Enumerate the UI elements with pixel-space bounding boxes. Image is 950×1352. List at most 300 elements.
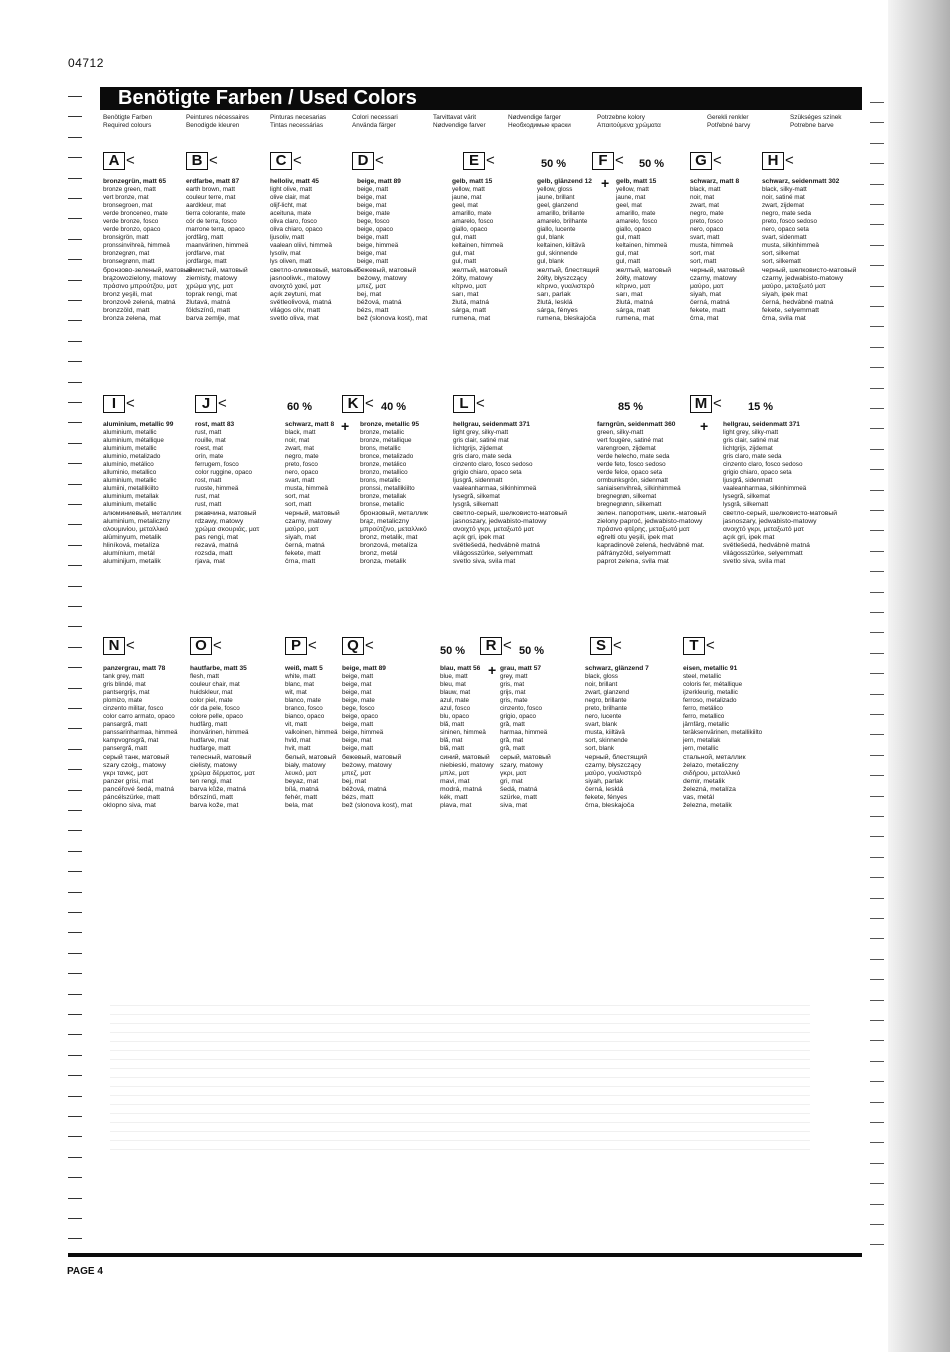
- color-name-line: beige, matt: [357, 186, 389, 194]
- margin-tick: [870, 265, 884, 266]
- color-name-line: beige, mate: [357, 210, 390, 218]
- color-name-line: béžová, matná: [342, 785, 387, 793]
- header-text: Potrzebne kolory: [597, 114, 645, 121]
- color-name-line: синий, матовый: [440, 753, 490, 761]
- margin-tick: [68, 422, 82, 423]
- color-name-line: sort, mat: [690, 250, 715, 258]
- color-name-line: bronzová, metalíza: [360, 541, 418, 549]
- color-name-line: teräksenvärinen, metallikiilto: [683, 729, 763, 737]
- color-name-line: noir, mat: [285, 437, 310, 445]
- color-list-n: [103, 665, 199, 810]
- color-name-line: svetlo oliva, mat: [270, 314, 319, 322]
- color-name-line: noir, brillant: [585, 681, 618, 689]
- color-name-line: ferroso, metalizado: [683, 697, 737, 705]
- margin-tick: [870, 979, 884, 980]
- margin-tick: [68, 157, 82, 158]
- color-name-line: gris clair, satiné mat: [723, 437, 779, 445]
- color-name-line: schwarz, matt 8: [285, 421, 335, 428]
- color-name-line: paprot zelena, svila mat: [597, 557, 669, 565]
- color-name-line: helloliv, matt 45: [270, 178, 319, 185]
- header-text: Pinturas necesarias: [270, 114, 327, 121]
- chevron-left-icon: <: [486, 152, 495, 169]
- margin-tick: [68, 116, 82, 117]
- percent-label: 50 %: [440, 645, 466, 657]
- color-name-line: svetlo siva, svila mat: [453, 557, 516, 565]
- color-name-line: pancéřové šedá, matná: [103, 785, 175, 793]
- color-name-line: μαύρο, μεταξωτό ματ: [762, 282, 826, 290]
- color-name-line: eisen, metallic 91: [683, 665, 738, 672]
- color-name-line: béžová, matná: [357, 298, 402, 306]
- plus-icon: +: [488, 662, 497, 678]
- color-name-line: светло-серый, шелковисто-матовый: [723, 509, 838, 517]
- color-name-line: beige, matt 89: [357, 178, 401, 185]
- letter-marker-i: [103, 395, 135, 413]
- margin-tick: [68, 443, 82, 444]
- color-name-line: sarı, mat: [452, 290, 479, 298]
- color-name-line: black, matt: [285, 429, 316, 437]
- margin-tick: [68, 1116, 82, 1117]
- color-name-line: bronsegroen, mat: [103, 202, 153, 210]
- margin-tick: [68, 851, 82, 852]
- color-name-line: cór de terra, fosco: [186, 218, 237, 226]
- letter-label: Q: [342, 637, 364, 655]
- margin-tick: [68, 688, 82, 689]
- color-name-line: gelb, matt 15: [616, 178, 657, 185]
- chevron-left-icon: <: [126, 152, 135, 169]
- color-name-line: bőrszínű, matt: [190, 793, 234, 801]
- color-name-line: couleur terre, mat: [186, 194, 236, 202]
- letter-label: B: [186, 152, 208, 170]
- color-name-line: zielony paproć, jedwabisto-matowy: [597, 517, 703, 525]
- chevron-left-icon: <: [308, 637, 317, 654]
- color-name-line: světlešedá, hedvábně matná: [723, 541, 810, 549]
- color-name-line: gelb, glänzend 12: [537, 178, 592, 185]
- chevron-left-icon: <: [293, 152, 302, 169]
- color-name-line: ανοιχτό γκρι, μεταξωτό ματ: [453, 525, 535, 533]
- color-list-r-blue: [440, 662, 497, 810]
- color-name-line: żółty, matowy: [452, 274, 493, 282]
- color-name-line: grigio, opaco: [500, 713, 537, 721]
- color-name-line: bronze, metallic: [360, 429, 405, 437]
- color-name-line: gris clair, satiné mat: [453, 437, 509, 445]
- margin-tick: [870, 612, 884, 613]
- color-name-line: ten rengi, mat: [190, 777, 232, 785]
- color-name-line: ржавчина, матовый: [195, 509, 257, 517]
- color-name-line: nero, opaco: [285, 469, 319, 477]
- color-list-p: [285, 665, 345, 810]
- color-name-line: harmaa, himmeä: [500, 729, 548, 737]
- margin-tick: [68, 239, 82, 240]
- margin-tick: [870, 857, 884, 858]
- color-name-line: oliva chiaro, opaco: [270, 226, 323, 234]
- color-name-line: beżowy, matowy: [357, 274, 407, 282]
- letter-label: R: [480, 637, 502, 655]
- margin-tick: [870, 755, 884, 756]
- color-name-line: sort, matt: [690, 258, 717, 266]
- color-name-line: světlešedá, hedvábně matná: [453, 541, 540, 549]
- color-name-line: bronz, metál: [360, 549, 398, 557]
- color-name-line: črna, matt: [285, 557, 316, 565]
- margin-tick: [870, 204, 884, 205]
- color-name-line: földszínű, matt: [186, 306, 231, 314]
- color-name-line: yellow, gloss: [537, 186, 573, 194]
- chevron-left-icon: <: [785, 152, 794, 169]
- color-name-line: alluminio, metallico: [103, 469, 157, 477]
- chevron-left-icon: <: [476, 395, 485, 412]
- color-name-line: ανοιχτό γκρι, μεταξωτό ματ: [723, 525, 805, 533]
- color-name-line: bregnegrøn, silkemat: [597, 493, 657, 501]
- color-name-line: blauw, mat: [440, 689, 471, 697]
- color-name-line: gris, mat: [500, 681, 525, 689]
- margin-tick: [870, 898, 884, 899]
- margin-tick: [68, 463, 82, 464]
- color-name-line: preto, fosco: [285, 461, 318, 469]
- color-name-line: svart, matt: [690, 234, 720, 242]
- color-name-line: roest, mat: [195, 445, 223, 453]
- color-name-line: světleolivová, matná: [270, 298, 332, 306]
- color-name-line: panzergrau, matt 78: [103, 665, 166, 672]
- color-name-line: rjava, mat: [195, 557, 225, 565]
- color-name-line: siyah, mat: [285, 533, 316, 541]
- margin-tick: [870, 836, 884, 837]
- margin-tick: [68, 361, 82, 362]
- color-name-line: hudfärg, matt: [190, 721, 228, 729]
- color-name-line: negro, mate: [285, 453, 319, 461]
- color-name-line: črna, bleskajoča: [585, 801, 635, 809]
- header-column: [790, 114, 882, 130]
- margin-tick: [68, 402, 82, 403]
- letter-label: T: [683, 637, 705, 655]
- color-name-line: giallo, opaco: [452, 226, 488, 234]
- margin-tick: [870, 1163, 884, 1164]
- chevron-left-icon: <: [713, 152, 722, 169]
- letter-marker-j: [195, 395, 227, 413]
- color-name-line: barva zemlje, mat: [186, 314, 240, 322]
- color-name-line: bronz yeşili, mat: [103, 290, 153, 298]
- chevron-left-icon: <: [126, 395, 135, 412]
- color-name-line: világosszürke, selyemmatt: [453, 549, 533, 557]
- color-list-i: [103, 421, 199, 566]
- margin-tick: [68, 1136, 82, 1137]
- color-name-line: schwarz, seidenmatt 302: [762, 178, 840, 185]
- margin-tick: [68, 892, 82, 893]
- margin-tick: [870, 245, 884, 246]
- margin-tick: [870, 796, 884, 797]
- margin-tick: [870, 163, 884, 164]
- color-name-line: beige, matt 89: [342, 665, 386, 672]
- color-name-line: желтый, матовый: [616, 266, 672, 274]
- color-name-line: beige, opaco: [357, 226, 394, 234]
- letter-marker-a: [103, 152, 135, 170]
- letter-marker-o: [190, 637, 222, 655]
- color-name-line: geel, mat: [616, 202, 642, 210]
- chevron-left-icon: <: [126, 637, 135, 654]
- color-name-line: brons, metallic: [360, 477, 401, 485]
- color-name-line: brons, metallic: [360, 445, 401, 453]
- margin-tick: [870, 1102, 884, 1103]
- letter-label: L: [453, 395, 475, 413]
- color-name-line: vas, metál: [683, 793, 714, 801]
- color-name-line: μπλε, ματ: [440, 769, 470, 777]
- margin-tick: [68, 341, 82, 342]
- color-name-line: jasnooliwk., matowy: [270, 274, 331, 282]
- color-name-line: pronssinvihreä, himmeä: [103, 242, 170, 250]
- color-name-line: beyaz, mat: [285, 777, 319, 785]
- color-name-line: panzer grisi, mat: [103, 777, 154, 785]
- color-list-c: [270, 178, 366, 323]
- margin-tick: [870, 367, 884, 368]
- margin-tick: [68, 280, 82, 281]
- chevron-left-icon: <: [706, 637, 715, 654]
- color-name-line: svart, matt: [285, 477, 315, 485]
- color-name-line: sort, blank: [585, 745, 615, 753]
- color-name-line: светло-оливковый, матовый: [270, 266, 359, 274]
- color-name-line: siyah, ipek mat: [762, 290, 808, 298]
- color-name-line: siyah, parlak: [585, 777, 624, 785]
- header-text: Gerekli renkler: [707, 114, 749, 121]
- percent-label: 50 %: [519, 645, 545, 657]
- margin-tick: [68, 96, 82, 97]
- color-name-line: πράσινο φτέρης, μεταξωτό ματ: [597, 525, 690, 533]
- margin-tick: [870, 653, 884, 654]
- chevron-left-icon: <: [713, 395, 722, 412]
- color-name-line: páfrányzöld, selyemmatt: [597, 549, 671, 557]
- margin-tick: [870, 673, 884, 674]
- color-name-line: rouille, mat: [195, 437, 226, 445]
- color-name-line: jordfarve, mat: [186, 250, 225, 258]
- margin-tick: [870, 1244, 884, 1245]
- color-name-line: aluminijum, metalik: [103, 557, 161, 565]
- color-name-line: color ruggine, opaco: [195, 469, 253, 477]
- color-name-line: aluminium, metaliczny: [103, 517, 170, 525]
- margin-tick: [68, 953, 82, 954]
- color-name-line: grijs, mat: [500, 689, 526, 697]
- header-text: Colori necessari: [352, 114, 398, 121]
- color-name-line: σιδήρου, μεταλλικό: [683, 769, 741, 777]
- letter-marker-c: [270, 152, 302, 170]
- color-name-line: nero, opaco: [690, 226, 724, 234]
- color-name-line: plava, mat: [440, 801, 472, 809]
- percent-label: 60 %: [287, 401, 313, 413]
- color-name-line: maanvärinen, himmeä: [186, 242, 249, 250]
- color-name-line: železna, metalik: [683, 801, 732, 809]
- color-name-line: sort, silkematt: [762, 258, 801, 266]
- color-name-line: черный, шелковисто-матовый: [762, 266, 857, 274]
- color-name-line: czarny, jedwabisto-matowy: [762, 274, 844, 282]
- color-name-line: beige, mat: [342, 681, 372, 689]
- color-name-line: svart, sidenmatt: [762, 234, 807, 242]
- margin-tick: [870, 1224, 884, 1225]
- header-text: Необходимые краски: [508, 122, 571, 129]
- color-name-line: cinzento claro, fosco sedoso: [723, 461, 803, 469]
- margin-tick: [68, 320, 82, 321]
- margin-tick: [68, 504, 82, 505]
- color-name-line: gul, mat: [616, 250, 639, 258]
- color-name-line: light grey, silky-matt: [723, 429, 779, 437]
- color-name-line: sort, matt: [285, 501, 312, 509]
- color-list-k-bronze: [360, 421, 456, 566]
- color-name-line: brązowozielony, matowy: [103, 274, 177, 282]
- color-name-line: világos olív, matt: [270, 306, 321, 314]
- color-name-line: lysegrå, silkemat: [723, 493, 770, 501]
- color-name-line: zwart, glanzend: [585, 689, 630, 697]
- color-name-line: rezavá, matná: [195, 541, 239, 549]
- color-name-line: bež (slonova kost), mat: [357, 314, 428, 322]
- color-list-q: [342, 665, 438, 810]
- color-name-line: pansargrå, matt: [103, 721, 148, 729]
- color-name-line: valkoinen, himmeä: [285, 729, 338, 737]
- margin-tick: [870, 388, 884, 389]
- color-name-line: barva kože, mat: [190, 801, 239, 809]
- color-name-line: verde feto, fosco sedoso: [597, 461, 666, 469]
- color-name-line: plomizo, mate: [103, 697, 143, 705]
- margin-tick: [870, 326, 884, 327]
- color-name-line: coloris fer, métallique: [683, 681, 743, 689]
- color-list-h: [762, 178, 866, 323]
- margin-tick: [870, 449, 884, 450]
- plus-icon: +: [700, 418, 709, 434]
- color-name-line: bež (slonova kost), mat: [342, 801, 413, 809]
- color-name-line: μαύρο, γυαλιστερό: [585, 769, 642, 777]
- color-name-line: bianco, opaco: [285, 713, 325, 721]
- color-name-line: wit, mat: [285, 689, 307, 697]
- color-name-line: gul, matt: [616, 258, 641, 266]
- margin-tick: [68, 708, 82, 709]
- color-name-line: bregnegrønn, silkematt: [597, 501, 662, 509]
- color-name-line: rumena, mat: [452, 314, 491, 322]
- color-name-line: demir, metalik: [683, 777, 725, 785]
- color-name-line: sárga, fényes: [537, 306, 578, 314]
- color-name-line: varengroen, zijdemat: [597, 445, 656, 453]
- color-name-line: erdfarbe, matt 87: [186, 178, 240, 185]
- margin-tick: [68, 218, 82, 219]
- margin-tick: [68, 728, 82, 729]
- color-name-line: mavi, mat: [440, 777, 470, 785]
- header-text: Szükséges színek: [790, 114, 842, 121]
- letter-marker-n: [103, 637, 135, 655]
- color-name-line: colore pelle, opaco: [190, 713, 243, 721]
- color-name-line: blanco, mate: [285, 697, 322, 705]
- color-name-line: črna, svila mat: [762, 314, 806, 322]
- color-name-line: barva kůže, matná: [190, 785, 246, 793]
- letter-label: K: [342, 395, 364, 413]
- color-name-line: páncélszürke, matt: [103, 793, 161, 801]
- color-name-line: bronce, metalizado: [360, 453, 414, 461]
- chevron-left-icon: <: [375, 152, 384, 169]
- color-name-line: aceituna, mate: [270, 210, 312, 218]
- letter-label: F: [592, 152, 614, 170]
- color-name-line: bej, mat: [357, 290, 382, 298]
- color-name-line: green, silky-matt: [597, 429, 644, 437]
- letter-marker-e: [463, 152, 495, 170]
- color-name-line: bela, mat: [285, 801, 313, 809]
- color-name-line: fekete, matt: [690, 306, 726, 314]
- color-name-line: musta, silkinhimmeä: [762, 242, 820, 250]
- color-name-line: černá, matná: [285, 541, 325, 549]
- letter-marker-m: [690, 395, 722, 413]
- color-name-line: sort, silkemat: [762, 250, 800, 258]
- color-name-line: preto, fosco sedoso: [762, 218, 817, 226]
- color-name-line: gul, matt: [452, 234, 477, 242]
- document-number: 04712: [68, 56, 104, 70]
- margin-tick: [68, 912, 82, 913]
- margin-tick: [870, 918, 884, 919]
- margin-tick: [68, 994, 82, 995]
- color-name-line: μαύρο, ματ: [690, 282, 724, 290]
- letter-label: N: [103, 637, 125, 655]
- color-name-line: серый танк, матовый: [103, 753, 170, 761]
- margin-tick: [870, 306, 884, 307]
- color-name-line: aluminium, metallic: [103, 477, 157, 485]
- color-name-line: tierra colorante, mate: [186, 210, 246, 218]
- chevron-left-icon: <: [365, 395, 374, 412]
- color-list-s: [585, 665, 681, 810]
- color-name-line: beige, matt: [357, 258, 389, 266]
- margin-tick: [870, 551, 884, 552]
- color-name-line: aluminium, metallic 99: [103, 421, 174, 428]
- margin-tick: [68, 545, 82, 546]
- header-text: Potřebné barvy: [707, 122, 751, 129]
- color-name-line: amarillo, brillante: [537, 210, 585, 218]
- color-list-o: [190, 665, 286, 810]
- letter-label: O: [190, 637, 212, 655]
- color-name-line: siva, mat: [500, 801, 528, 809]
- color-name-line: żelazo, metaliczny: [683, 761, 739, 769]
- header-column: [103, 114, 195, 130]
- margin-tick: [870, 1061, 884, 1062]
- letter-marker-p: [285, 637, 317, 655]
- letter-marker-g: [690, 152, 722, 170]
- margin-tick: [870, 122, 884, 123]
- margin-tick: [68, 198, 82, 199]
- color-name-line: alüminyum, metalik: [103, 533, 162, 541]
- color-name-line: sarı, parlak: [537, 290, 571, 298]
- color-name-line: beige, mat: [342, 737, 372, 745]
- color-name-line: bronze, metálico: [360, 461, 407, 469]
- margin-tick: [870, 224, 884, 225]
- color-name-line: yellow, matt: [616, 186, 649, 194]
- letter-marker-t: [683, 637, 715, 655]
- margin-tick: [68, 871, 82, 872]
- color-name-line: bílá, matná: [285, 785, 319, 793]
- color-name-line: črna, mat: [690, 314, 719, 322]
- color-name-line: musta, kiiltävä: [585, 729, 625, 737]
- color-name-line: czarny, błyszczący: [585, 761, 642, 769]
- color-name-line: αλουμινίου, μεταλλικό: [103, 525, 169, 533]
- header-column: [270, 114, 362, 130]
- margin-tick: [68, 259, 82, 260]
- color-name-line: светло-серый, шелковисто-матовый: [453, 509, 568, 517]
- color-name-line: gelb, matt 15: [452, 178, 493, 185]
- header-text: Nødvendige farger: [508, 114, 561, 121]
- color-name-line: earth brown, matt: [186, 186, 235, 194]
- color-name-line: giallo, lucente: [537, 226, 576, 234]
- letter-marker-f: [592, 152, 624, 170]
- plus-icon: +: [601, 175, 610, 191]
- color-name-line: grå, matt: [500, 721, 525, 729]
- color-name-line: bézs, matt: [342, 793, 374, 801]
- color-name-line: hellgrau, seidenmatt 371: [723, 421, 800, 428]
- color-name-line: черный, матовый: [285, 509, 340, 517]
- color-name-line: белый, матовый: [285, 753, 337, 761]
- color-name-line: saniaisenvihreä, silkinhimmeä: [597, 485, 681, 493]
- color-name-line: black, gloss: [585, 673, 618, 681]
- color-name-line: бежевый, матовый: [342, 753, 402, 761]
- margin-tick: [68, 484, 82, 485]
- margin-tick: [870, 1142, 884, 1143]
- margin-tick: [68, 932, 82, 933]
- letter-marker-d: [352, 152, 384, 170]
